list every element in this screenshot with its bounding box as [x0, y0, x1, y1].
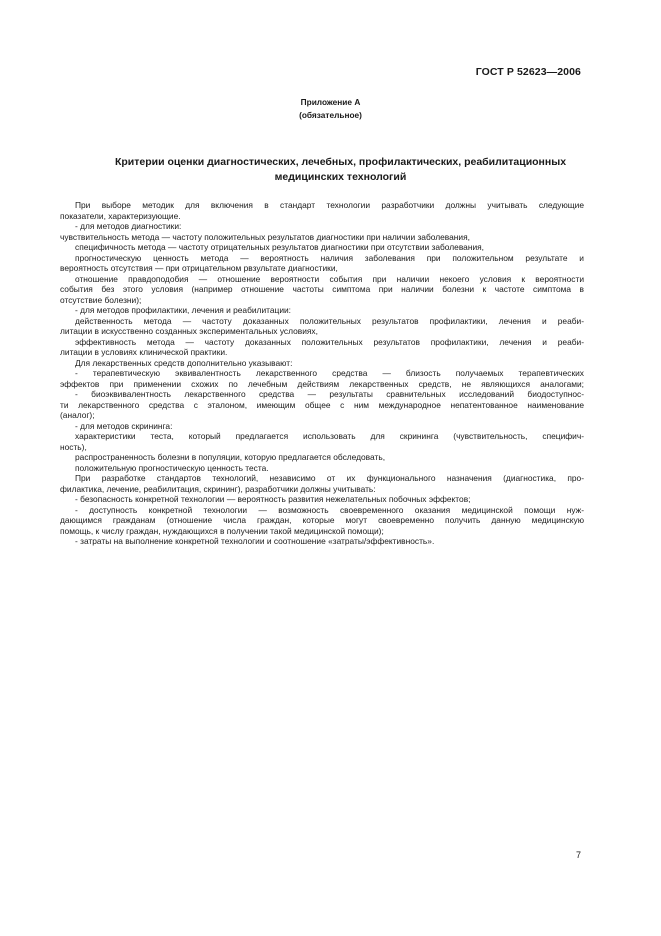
- text-line: отношение правдоподобия — отношение вероятности события при наличии некоего условия к вероятности: [75, 273, 584, 284]
- text-line: - затраты на выполнение конкретной технологии и соотношение «затраты/эффективность».: [75, 536, 435, 546]
- text-line: события без этого условия (например отношение частоты симптома при наличии болезни к частоте симптома в: [60, 284, 584, 294]
- text-line: помощь, к числу граждан, нуждающихся в получении такой медицинской помощи);: [60, 525, 384, 536]
- text-line: дающимся гражданам (отношение числа граждан, которые могут своевременно получить данную медицинскую: [60, 515, 584, 525]
- text-line: эффективность метода — частоту доказанных положительных результатов профилактики, лечения и реаби-: [75, 336, 584, 347]
- text-line: При разработке стандартов технологий, независимо от их функционального назначения (диагностика, про-: [75, 473, 584, 483]
- text-line: литации в искусственно созданных экспериментальных условиях,: [60, 326, 318, 336]
- text-line: показатели, характеризующие.: [60, 210, 181, 221]
- appendix-status: (обязательное): [299, 109, 362, 120]
- section-title-line-1: Критерии оценки диагностических, лечебных, профилактических, реабилитационных: [114, 156, 567, 168]
- text-line: литации в условиях клинической практики.: [60, 347, 228, 357]
- text-line: эффектов при применении схожих по лечебным действиям лекарственных средств, не являющихся аналогами;: [60, 378, 584, 389]
- appendix-label: Приложение А: [300, 97, 361, 107]
- text-line: ти лекарственного средства с эталоном, имеющим общее с ним международное непатентованное наименование: [60, 399, 584, 410]
- text-line: - терапевтическую эквивалентность лекарственного средства — близость получаемых терапевтических: [75, 368, 584, 378]
- page-number: 7: [575, 850, 581, 860]
- text-line: прогностическую ценность метода — вероятность наличия заболевания при положительном результате и: [75, 252, 584, 263]
- text-line: - биоэквивалентность лекарственного средства — результаты сравнительных исследований биодоступнос-: [75, 389, 584, 399]
- text-line: (аналог);: [60, 410, 95, 420]
- text-line: При выборе методик для включения в стандарт технологии разработчики должны учитывать следующие: [75, 200, 584, 210]
- body-text: [60, 200, 584, 547]
- section-title: [60, 155, 621, 185]
- text-line: Для лекарственных средств дополнительно указывают:: [75, 357, 293, 368]
- text-line: действенность метода — частоту доказанных положительных результатов профилактики, лечения и реаби-: [75, 315, 584, 326]
- standard-code: ГОСТ Р 52623—2006: [475, 66, 581, 78]
- text-line: - для методов скрининга:: [75, 420, 173, 431]
- appendix-heading: [0, 96, 661, 121]
- text-line: распространенность болезни в популяции, которую предлагается обследовать,: [75, 452, 386, 462]
- section-title-line-2: медицинских технологий: [274, 171, 407, 183]
- text-line: - доступность конкретной технологии — возможность своевременного оказания медицинской помощи нуж-: [75, 504, 584, 515]
- text-line: чувствительность метода — частоту положительных результатов диагностики при наличии заболевания,: [60, 231, 470, 242]
- text-line: отсутствие болезни);: [60, 294, 142, 305]
- text-line: филактика, лечение, реабилитация, скрининг), разработчики должны учитывать:: [60, 483, 376, 494]
- text-line: - безопасность конкретной технологии — вероятность развития нежелательных побочных эффектов;: [75, 494, 471, 504]
- text-line: ность),: [60, 441, 87, 452]
- text-line: - для методов профилактики, лечения и реабилитации:: [75, 305, 292, 315]
- text-line: - для методов диагностики:: [75, 221, 182, 231]
- text-line: характеристики теста, который предлагается использовать для скрининга (чувствительность, специфич-: [75, 431, 584, 441]
- text-line: положительную прогностическую ценность теста.: [75, 462, 269, 473]
- text-line: специфичность метода — частоту отрицательных результатов диагностики при отсутствии заболевания,: [75, 242, 484, 252]
- text-line: вероятность отсутствия — при отрицательном рвзультате диагностики,: [60, 263, 338, 273]
